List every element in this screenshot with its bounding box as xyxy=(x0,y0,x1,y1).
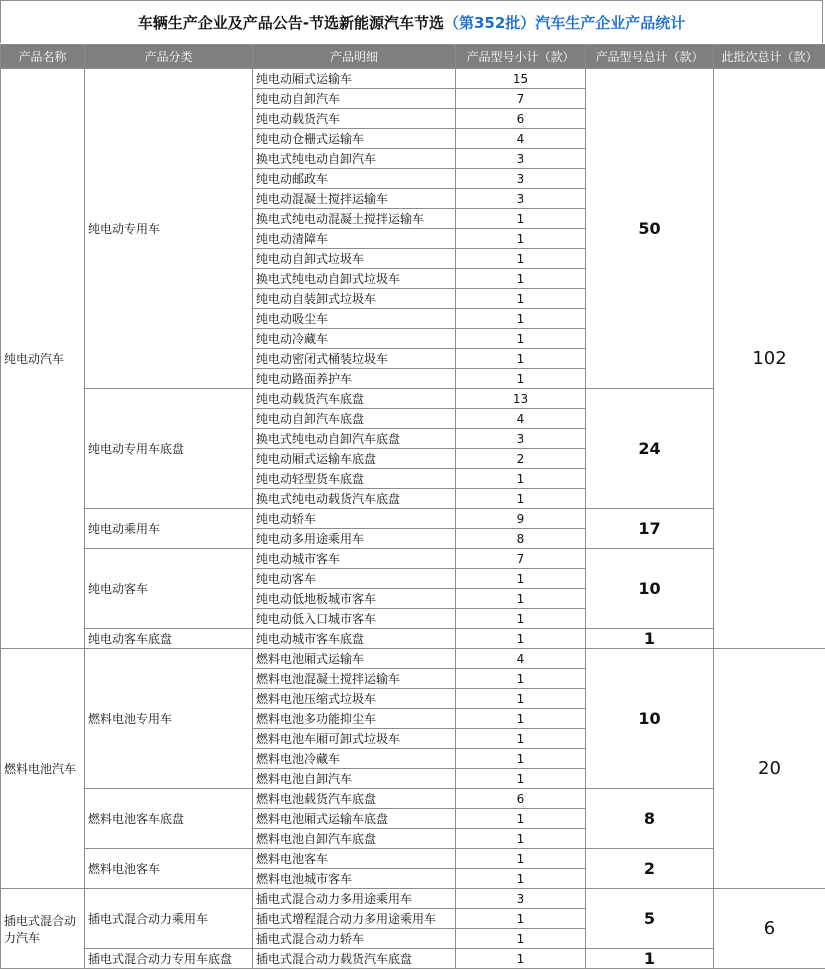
product-detail-cell: 换电式纯电动自卸汽车 xyxy=(253,149,456,169)
model-subtotal-cell: 1 xyxy=(456,289,586,309)
product-detail-cell: 燃料电池厢式运输车 xyxy=(253,649,456,669)
table-row xyxy=(1,389,825,409)
header-model-total: 产品型号总计（款） xyxy=(586,45,714,69)
title-main: 车辆生产企业及产品公告-节选新能源汽车节选 xyxy=(137,13,444,32)
title-highlight: （第352批）汽车生产企业产品统计 xyxy=(443,13,686,32)
batch-total-cell: 6 xyxy=(714,889,825,969)
model-total-cell: 10 xyxy=(586,549,714,629)
table-row xyxy=(1,849,825,869)
model-subtotal-cell: 1 xyxy=(456,909,586,929)
table-row xyxy=(1,949,825,969)
model-total-cell: 2 xyxy=(586,849,714,889)
product-detail-cell: 纯电动路面养护车 xyxy=(253,369,456,389)
model-total-cell: 5 xyxy=(586,889,714,949)
product-detail-cell: 纯电动仓栅式运输车 xyxy=(253,129,456,149)
product-category-cell: 纯电动客车 xyxy=(85,549,253,629)
model-total-cell: 1 xyxy=(586,949,714,969)
product-detail-cell: 纯电动厢式运输车 xyxy=(253,69,456,89)
product-detail-cell: 燃料电池城市客车 xyxy=(253,869,456,889)
product-category-cell: 燃料电池客车底盘 xyxy=(85,789,253,849)
product-detail-cell: 纯电动邮政车 xyxy=(253,169,456,189)
model-subtotal-cell: 3 xyxy=(456,149,586,169)
product-detail-cell: 燃料电池载货汽车底盘 xyxy=(253,789,456,809)
product-name-cell: 燃料电池汽车 xyxy=(1,649,85,889)
model-subtotal-cell: 6 xyxy=(456,109,586,129)
table-row xyxy=(1,69,825,89)
product-category-cell: 纯电动客车底盘 xyxy=(85,629,253,649)
product-detail-cell: 纯电动低入口城市客车 xyxy=(253,609,456,629)
model-subtotal-cell: 1 xyxy=(456,949,586,969)
model-subtotal-cell: 15 xyxy=(456,69,586,89)
product-detail-cell: 纯电动混凝土搅拌运输车 xyxy=(253,189,456,209)
model-total-cell: 17 xyxy=(586,509,714,549)
product-detail-cell: 插电式混合动力轿车 xyxy=(253,929,456,949)
model-total-cell: 10 xyxy=(586,649,714,789)
model-subtotal-cell: 1 xyxy=(456,709,586,729)
product-detail-cell: 燃料电池自卸汽车 xyxy=(253,769,456,789)
product-detail-cell: 纯电动吸尘车 xyxy=(253,309,456,329)
model-subtotal-cell: 3 xyxy=(456,429,586,449)
product-detail-cell: 燃料电池自卸汽车底盘 xyxy=(253,829,456,849)
model-subtotal-cell: 3 xyxy=(456,189,586,209)
model-subtotal-cell: 4 xyxy=(456,409,586,429)
model-subtotal-cell: 1 xyxy=(456,669,586,689)
product-detail-cell: 插电式增程混合动力多用途乘用车 xyxy=(253,909,456,929)
product-detail-cell: 纯电动城市客车 xyxy=(253,549,456,569)
header-batch-total: 此批次总计（款） xyxy=(714,45,825,69)
model-subtotal-cell: 1 xyxy=(456,209,586,229)
model-subtotal-cell: 2 xyxy=(456,449,586,469)
product-detail-cell: 纯电动载货汽车 xyxy=(253,109,456,129)
model-subtotal-cell: 3 xyxy=(456,169,586,189)
model-subtotal-cell: 1 xyxy=(456,769,586,789)
product-detail-cell: 纯电动轿车 xyxy=(253,509,456,529)
table-row xyxy=(1,629,825,649)
product-detail-cell: 纯电动自卸式垃圾车 xyxy=(253,249,456,269)
model-subtotal-cell: 1 xyxy=(456,329,586,349)
model-subtotal-cell: 1 xyxy=(456,249,586,269)
product-detail-cell: 纯电动自装卸式垃圾车 xyxy=(253,289,456,309)
model-subtotal-cell: 1 xyxy=(456,589,586,609)
product-detail-cell: 燃料电池压缩式垃圾车 xyxy=(253,689,456,709)
model-subtotal-cell: 1 xyxy=(456,569,586,589)
product-detail-cell: 纯电动自卸汽车 xyxy=(253,89,456,109)
product-category-cell: 纯电动乘用车 xyxy=(85,509,253,549)
model-total-cell: 50 xyxy=(586,69,714,389)
product-detail-cell: 纯电动厢式运输车底盘 xyxy=(253,449,456,469)
product-detail-cell: 纯电动载货汽车底盘 xyxy=(253,389,456,409)
product-category-cell: 燃料电池专用车 xyxy=(85,649,253,789)
table-row xyxy=(1,509,825,529)
model-subtotal-cell: 1 xyxy=(456,269,586,289)
product-category-cell: 纯电动专用车底盘 xyxy=(85,389,253,509)
model-subtotal-cell: 8 xyxy=(456,529,586,549)
product-detail-cell: 换电式纯电动混凝土搅拌运输车 xyxy=(253,209,456,229)
product-detail-cell: 燃料电池多功能抑尘车 xyxy=(253,709,456,729)
product-detail-cell: 燃料电池冷藏车 xyxy=(253,749,456,769)
product-detail-cell: 纯电动客车 xyxy=(253,569,456,589)
model-subtotal-cell: 1 xyxy=(456,469,586,489)
model-subtotal-cell: 13 xyxy=(456,389,586,409)
header-product-detail: 产品明细 xyxy=(253,45,456,69)
batch-total-cell: 102 xyxy=(714,69,825,649)
product-detail-cell: 纯电动冷藏车 xyxy=(253,329,456,349)
product-category-cell: 纯电动专用车 xyxy=(85,69,253,389)
model-total-cell: 24 xyxy=(586,389,714,509)
product-detail-cell: 纯电动密闭式桶装垃圾车 xyxy=(253,349,456,369)
product-detail-cell: 纯电动低地板城市客车 xyxy=(253,589,456,609)
model-subtotal-cell: 1 xyxy=(456,929,586,949)
product-detail-cell: 纯电动清障车 xyxy=(253,229,456,249)
model-subtotal-cell: 7 xyxy=(456,549,586,569)
header-product-name: 产品名称 xyxy=(1,45,85,69)
table-title xyxy=(0,0,823,43)
model-subtotal-cell: 1 xyxy=(456,829,586,849)
model-subtotal-cell: 3 xyxy=(456,889,586,909)
model-subtotal-cell: 1 xyxy=(456,229,586,249)
product-name-cell: 纯电动汽车 xyxy=(1,69,85,649)
model-subtotal-cell: 1 xyxy=(456,609,586,629)
table-row xyxy=(1,549,825,569)
header-model-subtotal: 产品型号小计（款） xyxy=(456,45,586,69)
batch-total-cell: 20 xyxy=(714,649,825,889)
model-subtotal-cell: 4 xyxy=(456,649,586,669)
table-row xyxy=(1,789,825,809)
product-stats-table xyxy=(0,44,825,969)
model-subtotal-cell: 1 xyxy=(456,349,586,369)
model-subtotal-cell: 1 xyxy=(456,689,586,709)
product-detail-cell: 纯电动轻型货车底盘 xyxy=(253,469,456,489)
product-detail-cell: 燃料电池车厢可卸式垃圾车 xyxy=(253,729,456,749)
model-subtotal-cell: 1 xyxy=(456,869,586,889)
model-subtotal-cell: 1 xyxy=(456,309,586,329)
product-detail-cell: 纯电动自卸汽车底盘 xyxy=(253,409,456,429)
header-row xyxy=(1,45,825,69)
header-product-category: 产品分类 xyxy=(85,45,253,69)
model-subtotal-cell: 1 xyxy=(456,749,586,769)
product-detail-cell: 换电式纯电动自卸汽车底盘 xyxy=(253,429,456,449)
model-subtotal-cell: 1 xyxy=(456,809,586,829)
model-total-cell: 8 xyxy=(586,789,714,849)
model-subtotal-cell: 7 xyxy=(456,89,586,109)
table-row xyxy=(1,649,825,669)
product-detail-cell: 纯电动多用途乘用车 xyxy=(253,529,456,549)
product-detail-cell: 换电式纯电动自卸式垃圾车 xyxy=(253,269,456,289)
model-subtotal-cell: 1 xyxy=(456,629,586,649)
model-subtotal-cell: 1 xyxy=(456,849,586,869)
product-name-cell: 插电式混合动力汽车 xyxy=(1,889,85,969)
model-subtotal-cell: 6 xyxy=(456,789,586,809)
product-detail-cell: 插电式混合动力载货汽车底盘 xyxy=(253,949,456,969)
model-subtotal-cell: 9 xyxy=(456,509,586,529)
model-total-cell: 1 xyxy=(586,629,714,649)
model-subtotal-cell: 1 xyxy=(456,369,586,389)
model-subtotal-cell: 1 xyxy=(456,489,586,509)
product-category-cell: 燃料电池客车 xyxy=(85,849,253,889)
product-detail-cell: 换电式纯电动载货汽车底盘 xyxy=(253,489,456,509)
product-detail-cell: 纯电动城市客车底盘 xyxy=(253,629,456,649)
table-row xyxy=(1,889,825,909)
product-category-cell: 插电式混合动力专用车底盘 xyxy=(85,949,253,969)
product-detail-cell: 燃料电池厢式运输车底盘 xyxy=(253,809,456,829)
product-category-cell: 插电式混合动力乘用车 xyxy=(85,889,253,949)
product-detail-cell: 燃料电池客车 xyxy=(253,849,456,869)
product-detail-cell: 插电式混合动力多用途乘用车 xyxy=(253,889,456,909)
product-detail-cell: 燃料电池混凝土搅拌运输车 xyxy=(253,669,456,689)
model-subtotal-cell: 1 xyxy=(456,729,586,749)
model-subtotal-cell: 4 xyxy=(456,129,586,149)
